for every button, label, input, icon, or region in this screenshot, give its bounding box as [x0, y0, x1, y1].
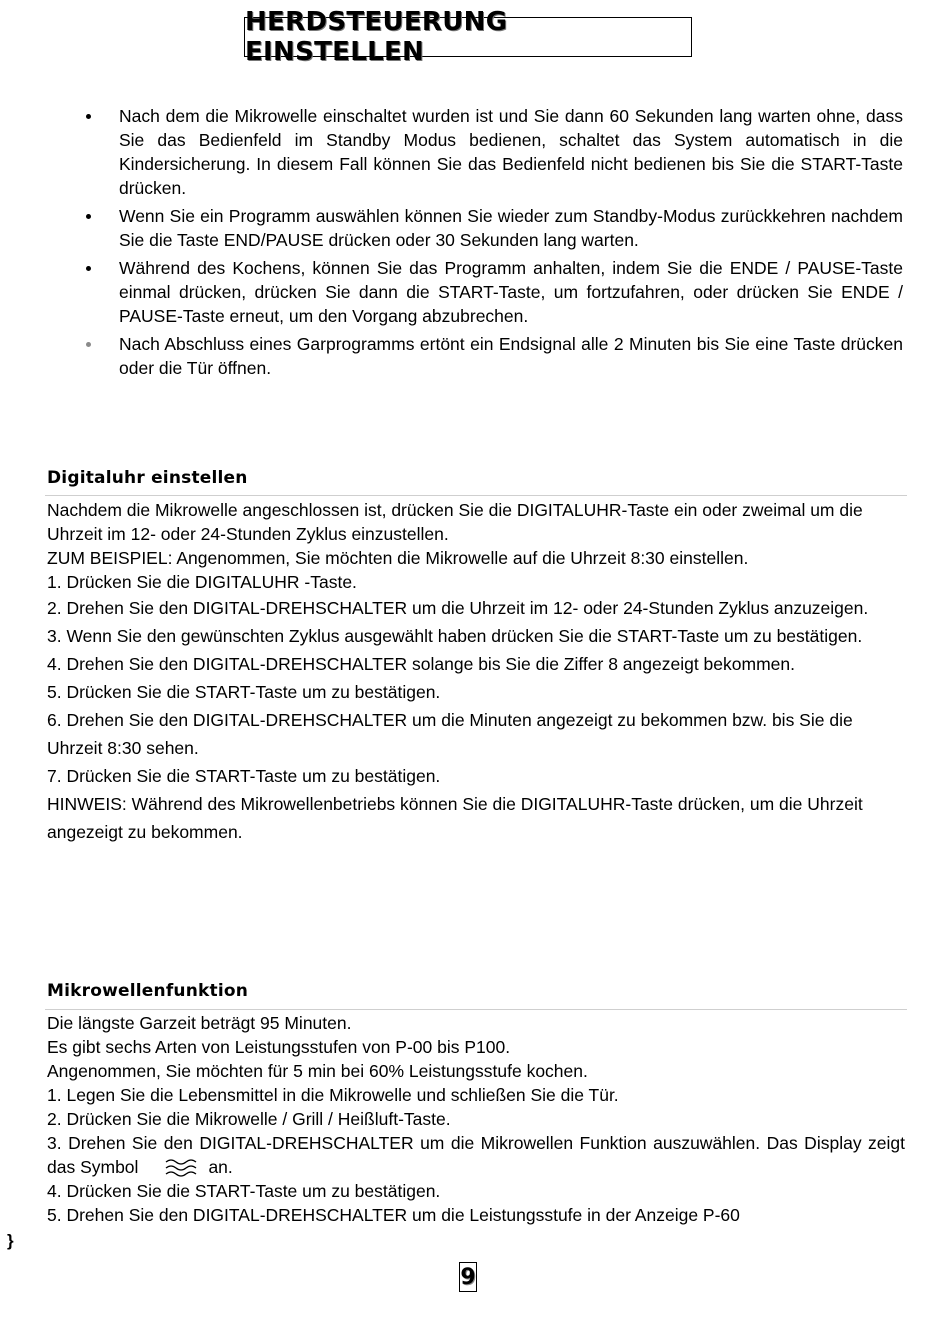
list-item [83, 204, 903, 252]
page-number-box [459, 1262, 477, 1292]
step-item: 4. Drücken Sie die START-Taste um zu bestätigen. [47, 1181, 441, 1201]
microwave-waves-icon [164, 1157, 200, 1177]
paragraph: Es gibt sechs Arten von Leistungsstufen von P-00 bis P100. [47, 1037, 511, 1057]
title-box [244, 7, 692, 67]
bullet-text: Wenn Sie ein Programm auswählen können Sie wieder zum Standby-Modus zurückkehren nachdem Sie die Taste END/PAUSE drücken oder 30 Sekunden lang warten. [119, 206, 903, 250]
section-heading-digitaluhr: Digitaluhr einstellen [47, 468, 248, 488]
microwave-instructions [47, 1011, 905, 1227]
bullet-icon [86, 342, 91, 347]
section-heading-mikrowelle: Mikrowellenfunktion [47, 981, 249, 1001]
step-item: 3. Wenn Sie den gewünschten Zyklus ausgewählt haben drücken Sie die START-Taste um zu bestätigen. [47, 626, 863, 646]
step-item: 5. Drücken Sie die START-Taste um zu bestätigen. [47, 682, 441, 702]
paragraph: ZUM BEISPIEL: Angenommen, Sie möchten die Mikrowelle auf die Uhrzeit 8:30 einstellen. [47, 548, 749, 568]
paragraph: Nachdem die Mikrowelle angeschlossen ist, drücken Sie die DIGITALUHR-Taste ein oder zweimal um die Uhrzeit im 12- oder 24-Stunden Zyklus einzustellen. [47, 500, 863, 544]
bullet-text: Während des Kochens, können Sie das Programm anhalten, indem Sie die ENDE / PAUSE-Taste einmal drücken, drücken Sie dann die START-Taste, um fortzufahren, oder drücken Sie ENDE / PAUSE-Taste erneut, um den Vorgang abzubrechen. [119, 258, 903, 326]
list-item [83, 332, 903, 380]
step-item: 2. Drehen Sie den DIGITAL-DREHSCHALTER um die Uhrzeit im 12- oder 24-Stunden Zyklus anzuzeigen. [47, 598, 869, 618]
info-bullet-list [83, 104, 903, 384]
bullet-text: Nach dem die Mikrowelle einschaltet wurden ist und Sie dann 60 Sekunden lang warten ohne, dass Sie das Bedienfeld im Standby Modus bedienen, schaltet das System automatisch in die Kindersicherung. In diesem Fall können Sie das Bedienfeld nicht bedienen bis Sie die START-Taste drücken. [119, 106, 903, 198]
clock-instructions [47, 498, 905, 846]
brace-glyph: } [7, 1231, 14, 1250]
bullet-icon [86, 266, 91, 271]
list-item [83, 104, 903, 200]
section-divider [45, 495, 907, 496]
step-item: 2. Drücken Sie die Mikrowelle / Grill / Heißluft-Taste. [47, 1109, 451, 1129]
step-item: 6. Drehen Sie den DIGITAL-DREHSCHALTER um die Minuten angezeigt zu bekommen bzw. bis Sie die Uhrzeit 8:30 sehen. [47, 710, 853, 758]
section-divider [45, 1009, 907, 1010]
page-title: HERDSTEUERUNG EINSTELLEN [245, 7, 508, 67]
step-item: 1. Legen Sie die Lebensmittel in die Mikrowelle und schließen Sie die Tür. [47, 1085, 619, 1105]
step-item: 7. Drücken Sie die START-Taste um zu bestätigen. [47, 766, 441, 786]
step-item: 5. Drehen Sie den DIGITAL-DREHSCHALTER um die Leistungsstufe in der Anzeige P-60 [47, 1205, 740, 1225]
page-number: 9 [460, 1264, 476, 1290]
step-item: 4. Drehen Sie den DIGITAL-DREHSCHALTER solange bis Sie die Ziffer 8 angezeigt bekommen. [47, 654, 795, 674]
step-item [47, 1131, 905, 1179]
step-item: 1. Drücken Sie die DIGITALUHR -Taste. [47, 572, 357, 592]
bullet-icon [86, 214, 91, 219]
note-paragraph: HINWEIS: Während des Mikrowellenbetriebs können Sie die DIGITALUHR-Taste drücken, um die Uhrzeit angezeigt zu bekommen. [47, 794, 863, 842]
bullet-icon [86, 114, 91, 119]
step-text: 3. Drehen Sie den DIGITAL-DREHSCHALTER um die Mikrowellen Funktion auszuwählen. Das Display zeigt das Symbol [47, 1133, 905, 1177]
paragraph: Angenommen, Sie möchten für 5 min bei 60% Leistungsstufe kochen. [47, 1061, 588, 1081]
list-item [83, 256, 903, 328]
paragraph: Die längste Garzeit beträgt 95 Minuten. [47, 1013, 352, 1033]
bullet-text: Nach Abschluss eines Garprogramms ertönt ein Endsignal alle 2 Minuten bis Sie eine Taste drücken oder die Tür öffnen. [119, 334, 903, 378]
step-text: an. [208, 1157, 233, 1177]
